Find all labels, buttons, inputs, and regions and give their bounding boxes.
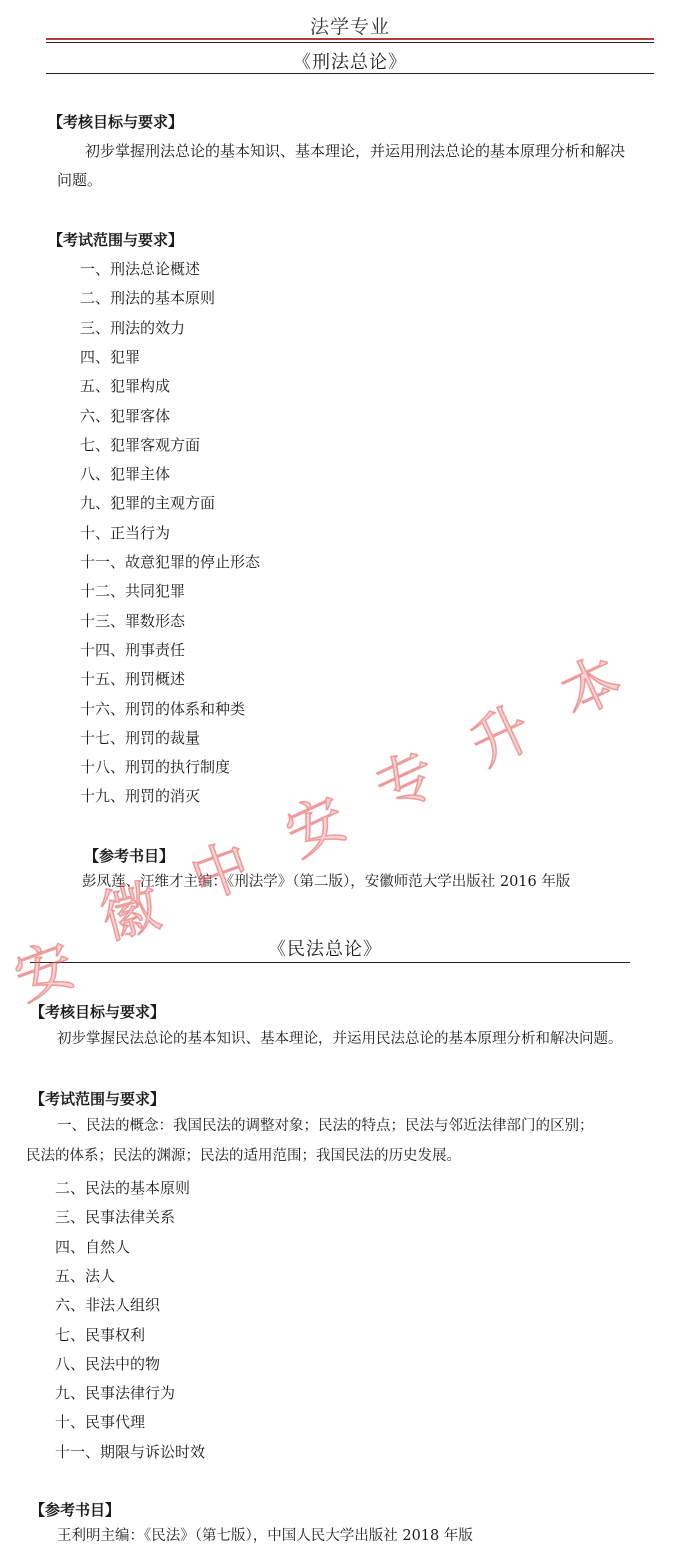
section2-title-rule bbox=[30, 962, 630, 963]
section2-item: 七、民事权利 bbox=[55, 1325, 146, 1344]
header-rule-red bbox=[46, 38, 654, 40]
section1-title-rule bbox=[46, 73, 654, 74]
section1-item: 十五、刑罚概述 bbox=[80, 670, 186, 689]
section2-item: 三、民事法律关系 bbox=[55, 1208, 176, 1227]
section2-item: 十一、期限与诉讼时效 bbox=[55, 1442, 206, 1461]
section1-goal-line-2: 问题。 bbox=[57, 171, 103, 189]
section1-item: 十一、故意犯罪的停止形态 bbox=[80, 553, 261, 571]
section1-item: 六、犯罪客体 bbox=[80, 406, 171, 425]
section2-item-1-line-2: 民法的体系；民法的渊源；民法的适用范围；我国民法的历史发展。 bbox=[26, 1148, 461, 1164]
section1-item: 七、犯罪客观方面 bbox=[80, 435, 201, 454]
section2-item: 九、民事法律行为 bbox=[55, 1384, 176, 1403]
section2-goal-text: 初步掌握民法总论的基本知识、基本理论，并运用民法总论的基本原理分析和解决问题。 bbox=[57, 1031, 623, 1047]
section1-item: 九、犯罪的主观方面 bbox=[80, 494, 216, 513]
section2-title: 《民法总论》 bbox=[268, 939, 382, 960]
section1-item: 八、犯罪主体 bbox=[80, 465, 171, 484]
page-header-title: 法学专业 bbox=[309, 16, 390, 38]
section1-item: 十九、刑罚的消灭 bbox=[80, 787, 201, 806]
section2-item: 五、法人 bbox=[55, 1266, 116, 1285]
section2-goal-heading: 【考核目标与要求】 bbox=[30, 1003, 166, 1021]
section2-ref-heading: 【参考书目】 bbox=[30, 1501, 121, 1519]
section2-item: 四、自然人 bbox=[55, 1237, 131, 1256]
section1-item: 十四、刑事责任 bbox=[80, 640, 186, 659]
section1-ref-heading: 【参考书目】 bbox=[84, 847, 175, 865]
section1-title: 《刑法总论》 bbox=[293, 52, 407, 73]
section1-goal-line-1: 初步掌握刑法总论的基本知识、基本理论，并运用刑法总论的基本原理分析和解决 bbox=[85, 142, 626, 160]
watermark-char: 安 bbox=[275, 783, 357, 870]
watermark-char: 升 bbox=[460, 693, 542, 780]
section2-ref-text: 王利明主编：《民法》（第七版），中国人民大学出版社 2018 年版 bbox=[57, 1528, 473, 1544]
section1-item: 十三、罪数形态 bbox=[80, 611, 186, 630]
section2-scope-heading: 【考试范围与要求】 bbox=[30, 1090, 166, 1108]
section2-item-1-line-1: 一、民法的概念：我国民法的调整对象；民法的特点；民法与邻近法律部门的区别； bbox=[57, 1118, 594, 1134]
watermark-char: 中 bbox=[181, 829, 260, 914]
watermark-char: 徽 bbox=[93, 871, 168, 953]
section1-item: 一、刑法总论概述 bbox=[80, 260, 201, 278]
section2-item: 十、民事代理 bbox=[55, 1413, 146, 1432]
section2-item: 二、民法的基本原则 bbox=[55, 1179, 191, 1197]
section1-item: 十八、刑罚的执行制度 bbox=[80, 758, 231, 777]
section1-item: 四、犯罪 bbox=[80, 347, 141, 366]
section1-item: 十七、刑罚的裁量 bbox=[80, 728, 201, 747]
section1-item: 十六、刑罚的体系和种类 bbox=[80, 699, 246, 718]
section1-scope-heading: 【考试范围与要求】 bbox=[48, 231, 184, 249]
watermark-char: 专 bbox=[365, 738, 447, 825]
section1-item: 三、刑法的效力 bbox=[80, 318, 186, 337]
section1-item: 十二、共同犯罪 bbox=[80, 582, 186, 601]
section1-item: 五、犯罪构成 bbox=[80, 377, 171, 396]
section2-item: 六、非法人组织 bbox=[55, 1296, 161, 1315]
header-rule-black bbox=[46, 42, 654, 43]
section2-item: 八、民法中的物 bbox=[55, 1354, 161, 1373]
watermark-char: 本 bbox=[550, 643, 632, 730]
section1-item: 二、刑法的基本原则 bbox=[80, 289, 216, 308]
section1-item: 十、正当行为 bbox=[80, 523, 171, 542]
section1-ref-text: 彭凤莲、汪维才主编：《刑法学》（第二版），安徽师范大学出版社 2016 年版 bbox=[82, 874, 571, 890]
section1-goal-heading: 【考核目标与要求】 bbox=[48, 113, 184, 131]
watermark-char: 安 bbox=[5, 929, 84, 1014]
